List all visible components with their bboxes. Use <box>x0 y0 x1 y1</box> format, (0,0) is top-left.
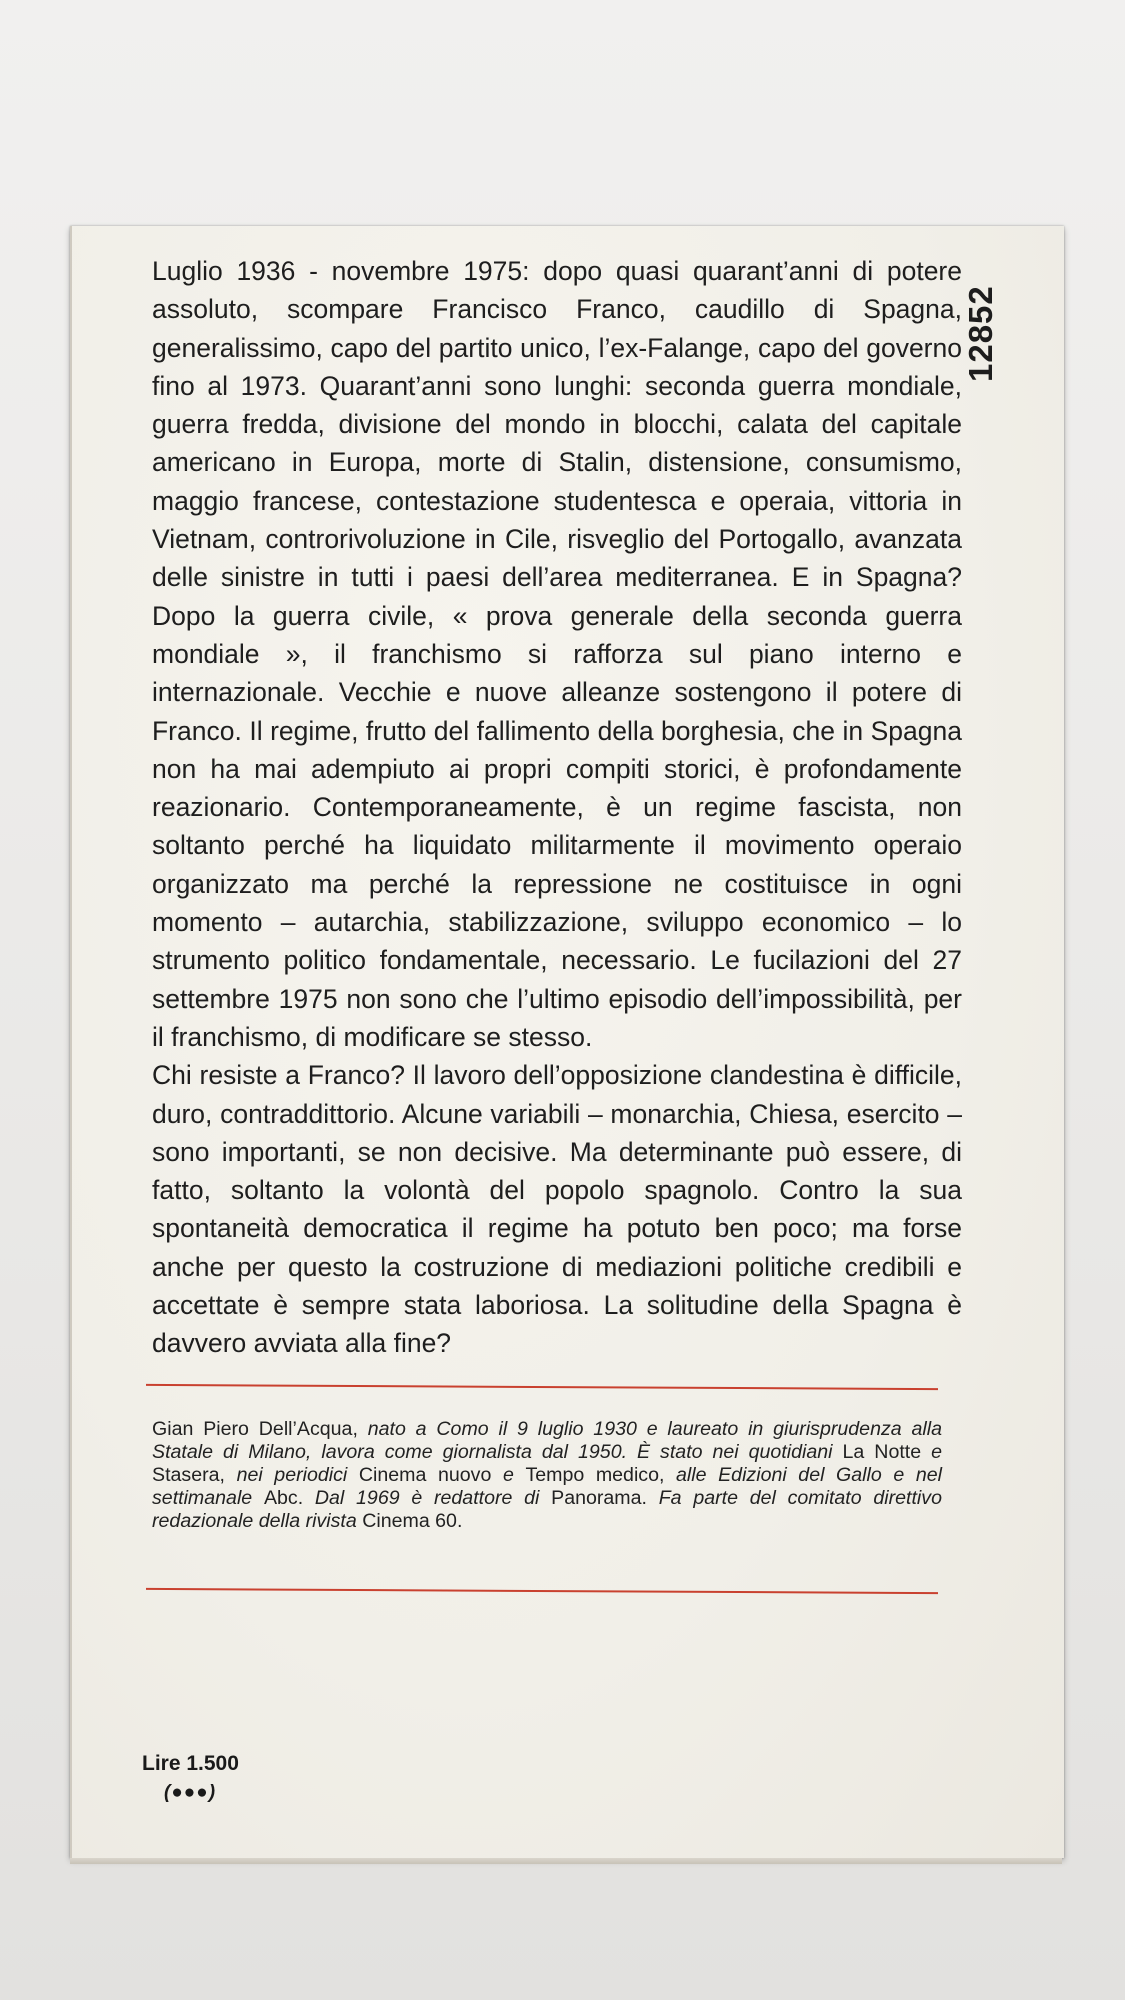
author-name: Gian Piero Dell’Acqua, <box>152 1418 358 1440</box>
bio-publication: Cinema 60. <box>362 1510 463 1532</box>
blurb-text <box>152 252 962 1363</box>
bio-text: Fa parte del comitato direttivo redazionale della rivista <box>152 1487 942 1532</box>
bio-text: alle Edizioni del Gallo e nel settimanale <box>152 1464 942 1509</box>
bio-publication: Tempo medico, <box>525 1464 665 1486</box>
bio-publication: Stasera, <box>152 1464 225 1486</box>
bio-text: e <box>491 1464 526 1486</box>
bio-publication: Abc. <box>263 1487 304 1509</box>
author-bio <box>152 1418 942 1533</box>
bio-text: e <box>921 1441 943 1463</box>
bio-publication: Cinema nuovo <box>358 1464 492 1486</box>
bio-publication: Panorama. <box>551 1487 647 1509</box>
blurb-paragraph: Chi resiste a Franco? Il lavoro dell’opposizione clandestina è difficile, duro, contraddittorio. Alcune variabili – monarchia, Chiesa, esercito – sono importanti, se non decisive. Ma determinante può essere, di fatto, soltanto la volontà del popolo spagnolo. Contro la sua spontaneità democratica il regime ha potuto ben poco; ma forse anche per questo la costruzione di mediazioni politiche credibili e accettate è sempre stata laboriosa. La solitudine della Spagna è davvero avviata alla fine? <box>152 1060 962 1359</box>
price-code: (●●●) <box>164 1782 217 1803</box>
bio-text: nei periodici <box>224 1464 359 1486</box>
book-edge <box>70 1858 1062 1864</box>
price-label: Lire 1.500 <box>142 1752 239 1775</box>
bio-text: nato a Como il 9 luglio 1930 e laureato in giurisprudenza alla Statale di Milano, lavora come giornalista dal 1950. È stato nei quotidiani <box>152 1418 942 1463</box>
serial-number: 12852 <box>962 285 999 382</box>
blurb-paragraph: Luglio 1936 - novembre 1975: dopo quasi quarant’anni di potere assoluto, scompare Francisco Franco, caudillo di Spagna, generalissimo, capo del partito unico, l’ex-Falange, capo del governo fino al 1973. Quarant’anni sono lunghi: seconda guerra mondiale, guerra fredda, divisione del mondo in blocchi, calata del capitale americano in Europa, morte di Stalin, distensione, consumismo, maggio francese, contestazione studentesca e operaia, vittoria in Vietnam, controrivoluzione in Cile, risveglio del Portogallo, avanzata delle sinistre in tutti i paesi dell’area mediterranea. E in Spagna? Dopo la guerra civile, « prova generale della seconda guerra mondiale », il franchismo si rafforza sul piano interno e internazionale. Vecchie e nuove alleanze sostengono il potere di Franco. Il regime, frutto del fallimento della borghesia, che in Spagna non ha mai adempiuto ai propri compiti storici, è profondamente reazionario. Contemporaneamente, è un regime fascista, non soltanto perché ha liquidato militarmente il movimento operaio organizzato ma perché la repressione ne costituisce in ogni momento – autarchia, stabilizzazione, sviluppo economico – lo strumento politico fondamentale, necessario. Le fucilazioni del 27 settembre 1975 non sono che l’ultimo episodio dell’impossibilità, per il franchismo, di modificare se stesso. <box>152 256 962 1052</box>
bio-publication: La Notte <box>842 1441 922 1463</box>
bio-text: Dal 1969 è redattore di <box>303 1487 552 1509</box>
